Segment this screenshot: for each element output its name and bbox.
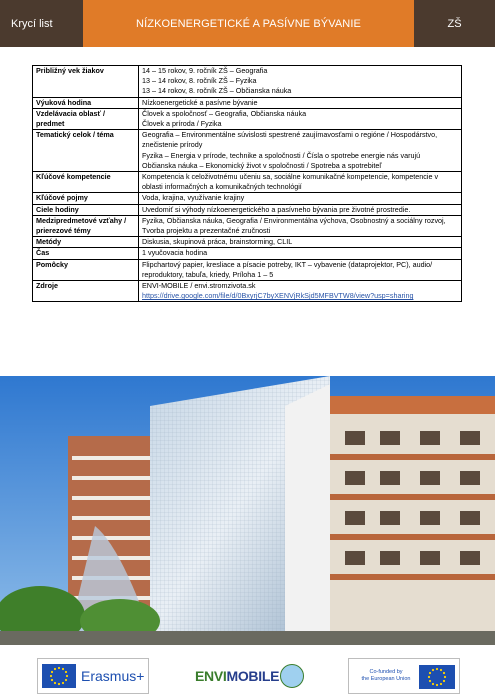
row-value [139, 130, 462, 172]
page-header [0, 0, 495, 47]
row-value-line: 13 – 14 rokov, 8. ročník ZŠ – Fyzika [142, 76, 257, 86]
row-value-line: Fyzika, Občianska náuka, Geografia / Environmentálna výchova, Osobnostný a sociálny rozvoj, [142, 215, 446, 225]
building-photo [0, 376, 495, 645]
row-value-line: reproduktory, tabuľa, kriedy, Príloha 1 – 5 [142, 269, 274, 279]
row-value-line: Geografia – Environmentálne súvislosti spestrené zaujímavosťami o regióne / Hospodárstvo, [142, 130, 438, 140]
row-value-line: ENVI-MOBILE / envi.stromzivota.sk [142, 281, 256, 291]
eu-flag-icon [42, 664, 76, 688]
row-value-line: 1 vyučovacia hodina [142, 248, 208, 258]
table-row [33, 66, 462, 98]
table-row [33, 215, 462, 236]
row-value-line: Nízkoenergetické a pasívne bývanie [142, 97, 258, 107]
row-value [139, 248, 462, 259]
row-label: Kľúčové pojmy [33, 193, 139, 204]
table-row [33, 237, 462, 248]
row-label: Približný vek žiakov [33, 66, 139, 98]
row-value-line: Uvedomiť si výhody nízkoenergetického a pasívneho bývania pre životné prostredie. [142, 204, 411, 214]
row-label: Medzipredmetové vzťahy / prierezové témy [33, 215, 139, 236]
row-value-line: Diskusia, skupinová práca, brainstorming, CLIL [142, 237, 293, 247]
page-footer [0, 650, 495, 700]
row-value-line: 13 – 14 rokov, 8. ročník ZŠ – Občianska náuka [142, 86, 292, 96]
row-label: Vzdelávacia oblasť / predmet [33, 108, 139, 129]
row-value-line: Tvorba projektu a prezentačné zručnosti [142, 226, 271, 236]
header-section-label: Krycí list [0, 0, 83, 47]
table-row [33, 281, 462, 302]
row-label: Výuková hodina [33, 97, 139, 108]
row-label: Zdroje [33, 281, 139, 302]
row-value [139, 172, 462, 193]
row-value [139, 259, 462, 280]
row-label: Kľúčové kompetencie [33, 172, 139, 193]
row-value [139, 193, 462, 204]
envimobile-label: ENVIMOBILE [195, 668, 280, 684]
header-level-label: ZŠ [414, 0, 495, 47]
row-value-line: 14 – 15 rokov, 9. ročník ZŠ – Geografia [142, 66, 268, 75]
row-value-line: Kompetencia k celoživotnému učeniu sa, sociálne komunikačné kompetencie, kompetencie v [142, 172, 439, 182]
table-row [33, 97, 462, 108]
row-value [139, 108, 462, 129]
row-value-line: Človek a spoločnosť – Geografia, Občianska náuka [142, 108, 307, 118]
row-value [139, 281, 462, 302]
row-value [139, 97, 462, 108]
row-value [139, 237, 462, 248]
table-row [33, 172, 462, 193]
erasmus-logo [37, 658, 149, 694]
table-row [33, 248, 462, 259]
row-label: Tematický celok / téma [33, 130, 139, 172]
row-label: Pomôcky [33, 259, 139, 280]
table-row [33, 108, 462, 129]
row-label: Ciele hodiny [33, 204, 139, 215]
table-row [33, 259, 462, 280]
row-label: Metódy [33, 237, 139, 248]
table-row [33, 193, 462, 204]
lesson-info-table [32, 65, 462, 302]
row-value-line: Občianska náuka – Ekonomický život v spoločnosti / Spotreba a spotrebiteľ [142, 160, 382, 170]
source-link[interactable]: https://drive.google.com/file/d/0BxyrjC7byXENVjRkSjd5MFBVTW8/view?usp=sharing [142, 291, 414, 301]
row-value-line: oblasti informačných a komunikačných technológií [142, 182, 302, 192]
table-row [33, 130, 462, 172]
eu-flag-icon [419, 665, 455, 689]
cofunded-label: Co-funded by the European Union [361, 669, 411, 682]
row-label: Čas [33, 248, 139, 259]
erasmus-label: Erasmus+ [81, 668, 145, 684]
row-value [139, 66, 462, 98]
row-value [139, 204, 462, 215]
row-value-line: Fyzika – Energia v prírode, technike a spoločnosti / Čísla o spotrebe energie nás varujú [142, 150, 421, 160]
row-value-line: znečistenie prírody [142, 140, 203, 150]
row-value-line: Flipchartový papier, kresliace a písacie potreby, IKT – vybavenie (dataprojektor, PC), audio/ [142, 259, 433, 269]
row-value-line: Voda, krajina, využívanie krajiny [142, 193, 245, 203]
eu-cofunded-logo [348, 658, 460, 694]
envimobile-logo [188, 658, 307, 694]
table-row [33, 204, 462, 215]
globe-icon [280, 664, 304, 688]
row-value-line: Človek a príroda / Fyzika [142, 119, 222, 129]
header-title: NÍZKOENERGETICKÉ A PASÍVNE BÝVANIE [83, 0, 414, 47]
row-value [139, 215, 462, 236]
